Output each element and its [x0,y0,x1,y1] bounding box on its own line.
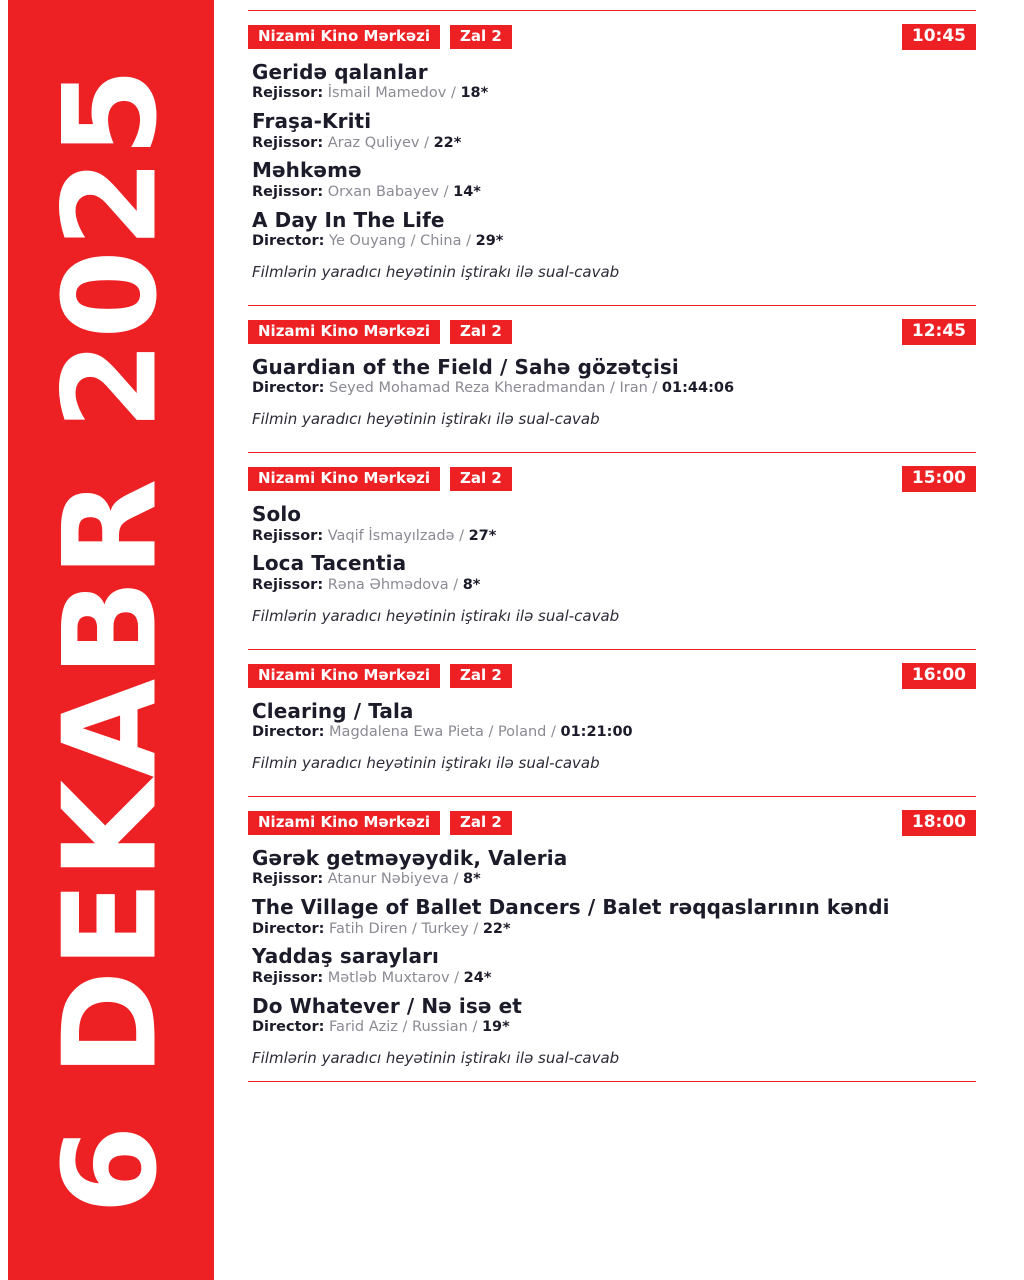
film-title: Gərək getməyəydik, Valeria [252,845,568,870]
film-role-label: Director: [252,920,325,937]
film-duration: 01:44:06 [661,380,735,397]
film-role-label: Rejissor: [252,85,324,102]
film-item [252,699,976,742]
film-role-label: Rejissor: [252,134,324,151]
film-duration: 27* [468,527,497,544]
block-divider [248,649,976,650]
film-duration: 8* [462,576,481,593]
schedule-block [248,295,976,428]
venue-tag: Nizami Kino Mərkəzi [248,25,440,49]
film-meta: Rejissor: Orxan Babayev / 14* [252,183,481,200]
qa-note: Filmin yaradıcı heyətinin iştirakı ilə sual-cavab [252,410,600,429]
schedule-block [248,442,976,624]
film-duration: 19* [481,1018,510,1035]
film-meta: Rejissor: Araz Quliyev / 22* [252,134,462,151]
hall-tag: Zal 2 [450,467,512,491]
time-tag: 18:00 [902,810,976,836]
film-director-name: Orxan Babayev [327,183,439,200]
film-country: Russian [412,1018,468,1035]
schedule-block [248,639,976,772]
film-director-name: Atanur Nəbiyeva [327,871,449,888]
film-item [252,158,976,201]
film-country: Turkey [421,920,469,937]
film-title: Do Whatever / Nə isə et [252,993,522,1018]
film-item [252,502,976,545]
film-title: Geridə qalanlar [252,60,428,84]
film-meta: Director: Farid Aziz / Russian / 19* [252,1018,510,1035]
film-role-label: Rejissor: [252,527,324,544]
schedule-list [248,0,976,1280]
block-header [248,810,976,836]
block-divider [248,452,976,453]
qa-note: Filmlərin yaradıcı heyətinin iştirakı ilə sual-cavab [252,1048,620,1067]
film-title: Loca Tacentia [252,551,407,576]
date-band [8,0,214,1280]
film-title: Guardian of the Field / Sahə gözətçisi [252,354,679,379]
film-country: Poland [497,724,547,741]
film-item [252,551,976,594]
schedule-block [248,786,976,1082]
block-divider [248,10,976,11]
film-duration: 29* [475,233,504,250]
film-director-name: Farid Aziz [329,1018,398,1035]
film-duration: 22* [433,134,462,151]
film-item [252,109,976,152]
venue-tag: Nizami Kino Mərkəzi [248,467,440,491]
film-duration: 22* [482,920,511,937]
film-title: Clearing / Tala [252,698,414,723]
film-item [252,60,976,103]
film-director-name: Vaqif İsmayılzadə [327,527,455,544]
film-country: China [420,233,462,250]
film-meta: Rejissor: Rəna Əhmədova / 8* [252,576,481,593]
film-meta: Director: Fatih Diren / Turkey / 22* [252,920,511,937]
hall-tag: Zal 2 [450,664,512,688]
film-title: The Village of Ballet Dancers / Balet rəqqaslarının kəndi [252,895,890,920]
film-director-name: Ye Ouyang [329,233,406,250]
block-header [248,466,976,492]
film-duration: 18* [460,85,489,102]
film-meta: Director: Ye Ouyang / China / 29* [252,233,504,250]
film-director-name: Araz Quliyev [327,134,420,151]
block-divider [248,796,976,797]
film-list [248,502,976,594]
film-list [248,355,976,398]
block-header [248,663,976,689]
time-tag: 12:45 [902,319,976,345]
film-title: Fraşa-Kriti [252,109,372,134]
hall-tag: Zal 2 [450,320,512,344]
film-meta: Rejissor: Vaqif İsmayılzadə / 27* [252,527,497,544]
film-director-name: İsmail Mamedov [327,85,447,102]
time-tag: 10:45 [902,24,976,50]
venue-tag: Nizami Kino Mərkəzi [248,320,440,344]
film-duration: 01:21:00 [560,724,633,741]
film-item [252,846,976,889]
film-item [252,895,976,938]
date-band-label: 6 DEKABR 2025 [36,65,186,1215]
film-title: Məhkəmə [252,158,362,183]
film-meta: Rejissor: İsmail Mamedov / 18* [252,85,489,102]
film-director-name: Seyed Mohamad Reza Kheradmandan [329,380,606,397]
block-header [248,24,976,50]
film-role-label: Director: [252,724,325,741]
film-meta: Director: Seyed Mohamad Reza Kheradmandan / Iran / 01:44:06 [252,380,735,397]
film-item [252,208,976,251]
film-role-label: Director: [252,380,325,397]
block-divider [248,1081,976,1082]
film-title: Solo [252,502,302,527]
film-item [252,355,976,398]
film-list [248,846,976,1037]
time-tag: 16:00 [902,663,976,689]
time-tag: 15:00 [902,466,976,492]
film-duration: 24* [463,969,492,986]
film-director-name: Mətləb Muxtarov [327,969,450,986]
film-meta: Director: Magdalena Ewa Pieta / Poland / 01:21:00 [252,724,633,741]
film-country: Iran [619,380,648,397]
film-role-label: Director: [252,1018,325,1035]
film-duration: 8* [463,871,481,888]
schedule-block [248,0,976,281]
film-role-label: Director: [252,233,325,250]
qa-note: Filmlərin yaradıcı heyətinin iştirakı ilə sual-cavab [252,262,620,281]
film-item [252,944,976,987]
film-director-name: Fatih Diren [329,920,408,937]
film-duration: 14* [453,183,481,200]
qa-note: Filmlərin yaradıcı heyətinin iştirakı ilə sual-cavab [252,606,620,625]
film-item [252,994,976,1037]
block-divider [248,305,976,306]
venue-tag: Nizami Kino Mərkəzi [248,664,440,688]
film-list [248,60,976,251]
film-director-name: Magdalena Ewa Pieta [329,724,484,741]
film-role-label: Rejissor: [252,969,324,986]
film-title: A Day In The Life [252,207,445,232]
hall-tag: Zal 2 [450,25,512,49]
film-role-label: Rejissor: [252,871,324,888]
venue-tag: Nizami Kino Mərkəzi [248,811,440,835]
qa-note: Filmin yaradıcı heyətinin iştirakı ilə sual-cavab [252,753,600,772]
film-meta: Rejissor: Atanur Nəbiyeva / 8* [252,871,481,888]
film-director-name: Rəna Əhmədova [327,576,449,593]
film-role-label: Rejissor: [252,183,324,200]
film-meta: Rejissor: Mətləb Muxtarov / 24* [252,969,492,986]
film-list [248,699,976,742]
film-title: Yaddaş sarayları [252,944,439,969]
block-header [248,319,976,345]
film-role-label: Rejissor: [252,576,324,593]
hall-tag: Zal 2 [450,811,512,835]
